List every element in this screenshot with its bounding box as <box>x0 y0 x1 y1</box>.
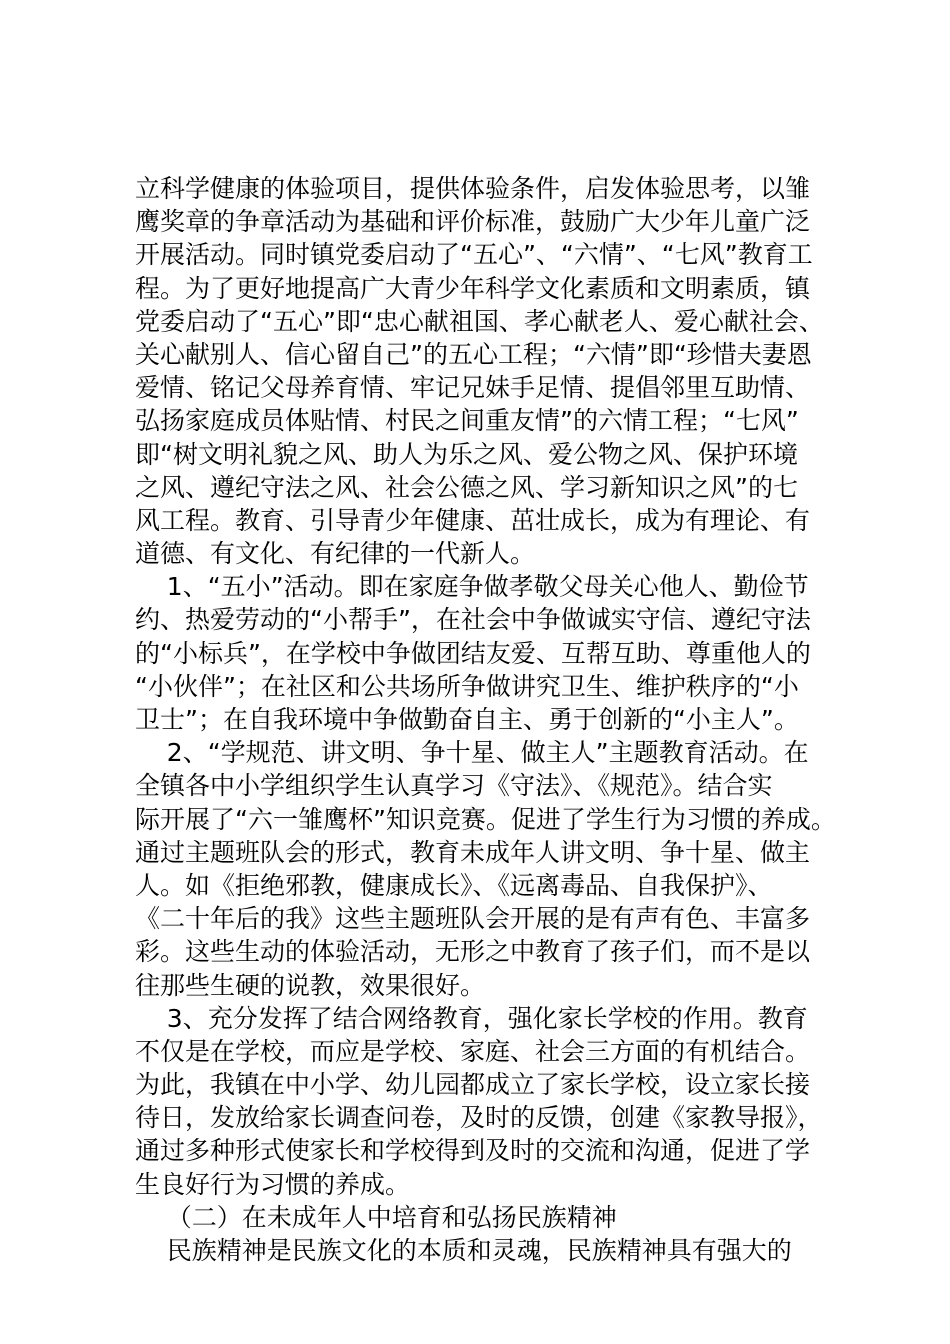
text-line: 通过多种形式使家长和学校得到及时的交流和沟通，促进了学 <box>135 1136 811 1166</box>
text-line: 3、充分发挥了结合网络教育，强化家长学校的作用。教育 <box>135 1003 808 1033</box>
text-line: 民族精神是民族文化的本质和灵魂，民族精神具有强大的 <box>135 1236 792 1265</box>
text-line: 通过主题班队会的形式，教育未成年人讲文明、争十星、做主 <box>135 837 811 867</box>
text-line: 待日，发放给家长调查问卷，及时的反馈，创建《家教导报》， <box>135 1103 823 1133</box>
text-line: 爱情、铭记父母养育情、牢记兄妹手足情、提倡邻里互助情、 <box>135 373 811 403</box>
text-line: 往那些生硬的说教，效果很好。 <box>135 970 486 1000</box>
text-line: 程。为了更好地提高广大青少年科学文化素质和文明素质，镇 <box>135 273 811 303</box>
text-line: 2、“学规范、讲文明、争十星、做主人”主题教育活动。在 <box>135 738 809 768</box>
text-line: 生良好行为习惯的养成。 <box>135 1169 411 1199</box>
text-line: 彩。这些生动的体验活动，无形之中教育了孩子们，而不是以 <box>135 937 811 967</box>
text-line: 全镇各中小学组织学生认真学习《守法》、《规范》。结合实 <box>135 771 773 801</box>
text-line: 人。如《拒绝邪教，健康成长》、《远离毒品、自我保护》、 <box>135 870 773 900</box>
text-line: 的“小标兵”，在学校中争做团结友爱、互帮互助、尊重他人的 <box>135 638 811 668</box>
text-line: 鹰奖章的争章活动为基础和评价标准，鼓励广大少年儿童广泛 <box>135 207 811 237</box>
text-line: 1、“五小”活动。即在家庭争做孝敬父母关心他人、勤俭节 <box>135 572 809 602</box>
text-line: 弘扬家庭成员体贴情、村民之间重友情”的六情工程；“七风” <box>135 406 799 436</box>
text-line: “小伙伴”；在社区和公共场所争做讲究卫生、维护秩序的“小 <box>135 671 799 701</box>
text-line: 开展活动。同时镇党委启动了“五心”、“六情”、“七风”教育工 <box>135 240 813 270</box>
text-line: 即“树文明礼貌之风、助人为乐之风、爱公物之风、保护环境 <box>135 439 798 469</box>
text-line: 道德、有文化、有纪律的一代新人。 <box>135 539 536 569</box>
text-line: 不仅是在学校，而应是学校、家庭、社会三方面的有机结合。 <box>135 1036 811 1066</box>
text-line: 为此，我镇在中小学、幼儿园都成立了家长学校，设立家长接 <box>135 1070 811 1100</box>
body-text <box>135 172 835 1267</box>
text-line: 党委启动了“五心”即“忠心献祖国、孝心献老人、爱心献社会、 <box>135 306 824 336</box>
text-line: 风工程。教育、引导青少年健康、茁壮成长，成为有理论、有 <box>135 505 811 535</box>
text-line: 际开展了“六一雏鹰杯”知识竞赛。促进了学生行为习惯的养成。 <box>135 804 836 834</box>
text-line: 之风、遵纪守法之风、社会公德之风、学习新知识之风”的七 <box>135 472 798 502</box>
text-line: 约、热爱劳动的“小帮手”，在社会中争做诚实守信、遵纪守法 <box>135 605 811 635</box>
text-line: 《二十年后的我》这些主题班队会开展的是有声有色、丰富多 <box>135 904 811 934</box>
text-line: 卫士”；在自我环境中争做勤奋自主、勇于创新的“小主人”。 <box>135 705 799 734</box>
text-line: 关心献别人、信心留自己”的五心工程；“六情”即“珍惜夫妻恩 <box>135 339 812 369</box>
text-line: 立科学健康的体验项目，提供体验条件，启发体验思考，以雏 <box>135 174 811 203</box>
section-heading: （二）在未成年人中培育和弘扬民族精神 <box>135 1202 617 1232</box>
